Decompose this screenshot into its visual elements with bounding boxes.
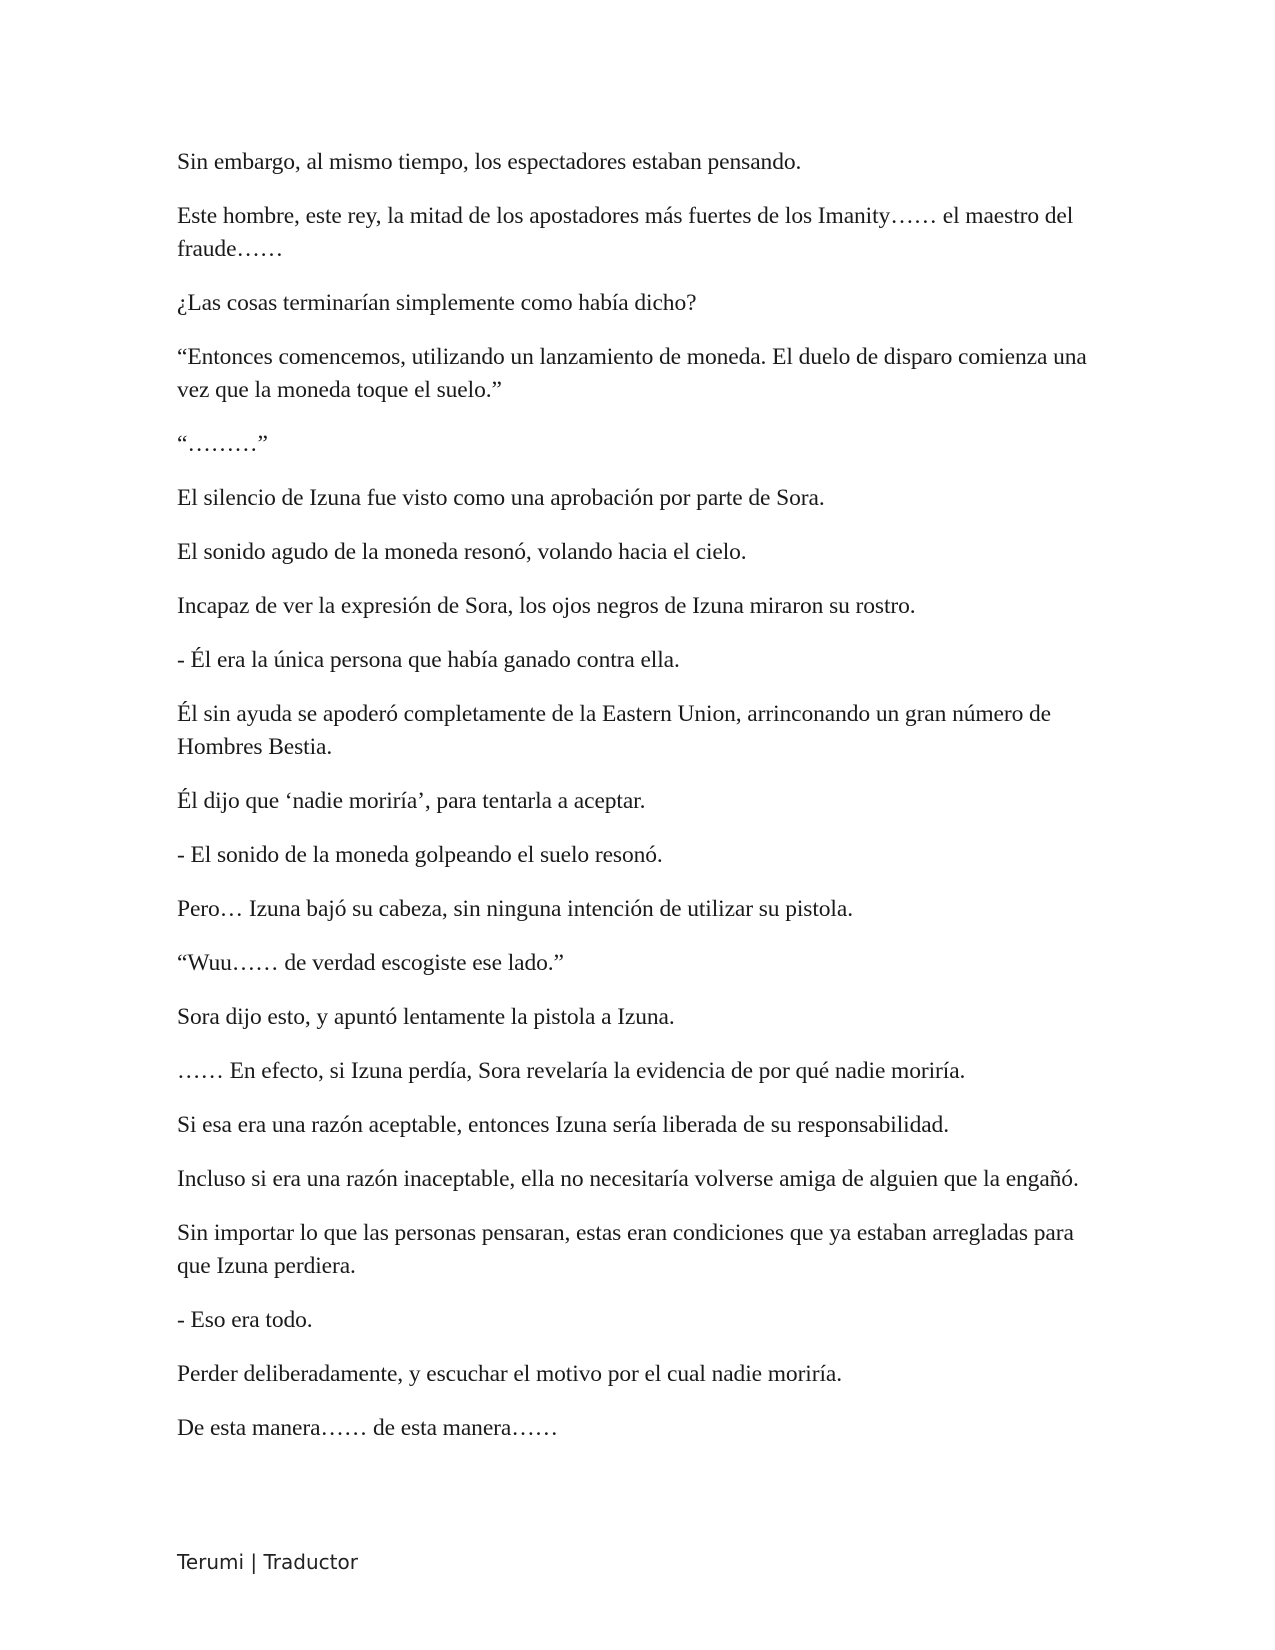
body-text bbox=[177, 146, 1102, 1466]
paragraph: “Wuu…… de verdad escogiste ese lado.” bbox=[177, 950, 564, 976]
paragraph: “Entonces comencemos, utilizando un lanzamiento de moneda. El duelo de disparo comienza una vez que la moneda toque el suelo.” bbox=[177, 344, 1087, 403]
paragraph: Pero… Izuna bajó su cabeza, sin ninguna intención de utilizar su pistola. bbox=[177, 896, 853, 922]
paragraph: …… En efecto, si Izuna perdía, Sora revelaría la evidencia de por qué nadie moriría. bbox=[177, 1058, 966, 1084]
paragraph: - Él era la única persona que había ganado contra ella. bbox=[177, 647, 680, 673]
paragraph: Sora dijo esto, y apuntó lentamente la pistola a Izuna. bbox=[177, 1004, 675, 1030]
paragraph: Si esa era una razón aceptable, entonces Izuna sería liberada de su responsabilidad. bbox=[177, 1112, 949, 1138]
paragraph: Perder deliberadamente, y escuchar el motivo por el cual nadie moriría. bbox=[177, 1361, 842, 1387]
paragraph: Incluso si era una razón inaceptable, ella no necesitaría volverse amiga de alguien que la engañó. bbox=[177, 1166, 1079, 1192]
paragraph: - Eso era todo. bbox=[177, 1307, 313, 1333]
page-footer: Terumi | Traductor bbox=[177, 1550, 358, 1574]
paragraph: Él dijo que ‘nadie moriría’, para tentarla a aceptar. bbox=[177, 788, 646, 814]
paragraph: El sonido agudo de la moneda resonó, volando hacia el cielo. bbox=[177, 539, 747, 565]
paragraph: ¿Las cosas terminarían simplemente como había dicho? bbox=[177, 290, 697, 316]
paragraph: De esta manera…… de esta manera…… bbox=[177, 1415, 559, 1441]
paragraph: “………” bbox=[177, 431, 268, 457]
paragraph: Incapaz de ver la expresión de Sora, los ojos negros de Izuna miraron su rostro. bbox=[177, 593, 916, 619]
paragraph: El silencio de Izuna fue visto como una aprobación por parte de Sora. bbox=[177, 485, 825, 511]
paragraph: Él sin ayuda se apoderó completamente de la Eastern Union, arrinconando un gran número de Hombres Bestia. bbox=[177, 701, 1052, 760]
paragraph: Sin importar lo que las personas pensaran, estas eran condiciones que ya estaban arregladas para que Izuna perdiera. bbox=[177, 1220, 1074, 1279]
paragraph: - El sonido de la moneda golpeando el suelo resonó. bbox=[177, 842, 663, 868]
paragraph: Sin embargo, al mismo tiempo, los espectadores estaban pensando. bbox=[177, 149, 802, 175]
paragraph: Este hombre, este rey, la mitad de los apostadores más fuertes de los Imanity…… el maestro del fraude…… bbox=[177, 203, 1074, 262]
